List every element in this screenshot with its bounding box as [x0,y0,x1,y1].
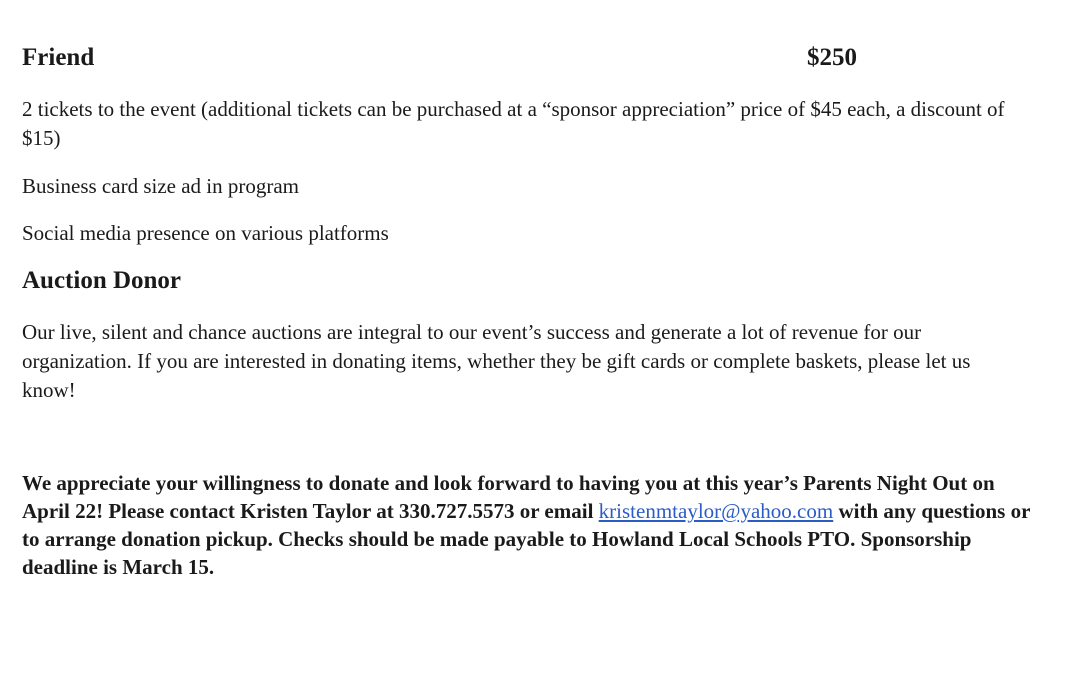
auction-donor-body: Our live, silent and chance auctions are integral to our event’s success and generate a lot of revenue for our organization. If you are interested in donating items, whether they be gift cards or complete baskets, please let us know! [22,320,971,402]
email-link[interactable]: kristenmtaylor@yahoo.com [598,499,834,523]
friend-benefit-tickets: 2 tickets to the event (additional tickets can be purchased at a “sponsor appreciation” price of $45 each, a discount of $15) [22,97,1005,150]
friend-tier-price: $250 [807,44,857,71]
friend-benefit-social: Social media presence on various platforms [22,221,389,245]
closing-text-before-link: We appreciate your willingness to donate and look forward to having you at this year’s Parents Night Out on April 22! Please contact Kristen Taylor at 330.727.5573 or email [22,471,995,523]
closing-paragraph [22,469,1042,581]
auction-donor-heading: Auction Donor [22,267,182,294]
closing-text-after-link: with any questions or to arrange donation pickup. Checks should be made payable to Howland Local Schools PTO. Sponsorship deadline is March 15. [22,499,1031,579]
friend-benefit-ad: Business card size ad in program [22,174,300,198]
friend-tier-title: Friend [22,44,95,71]
friend-tier-row [22,44,1062,76]
